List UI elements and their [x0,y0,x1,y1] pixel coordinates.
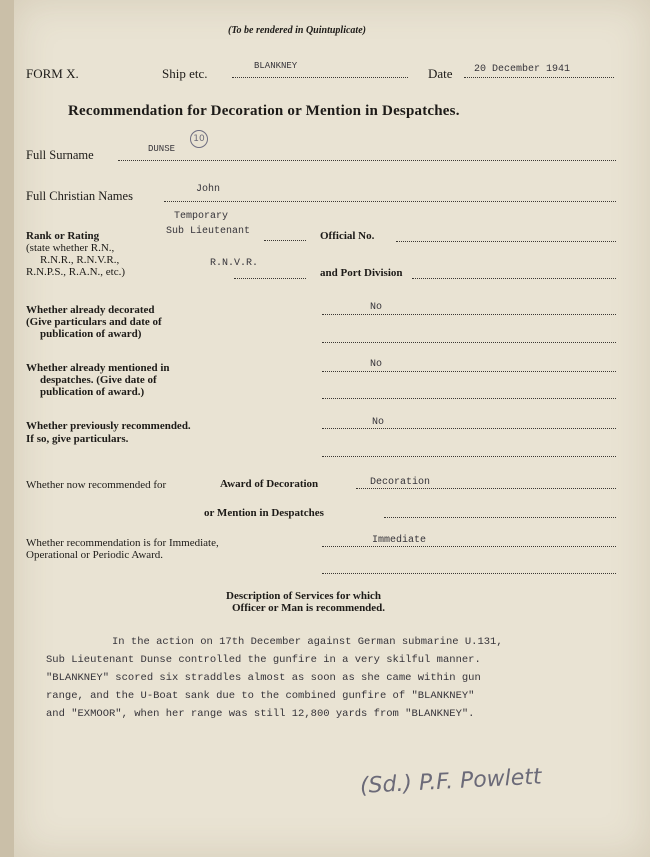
christian-names-dotted-line [164,201,616,202]
surname-dotted-line [118,160,616,161]
annotation-number: 10 [190,130,208,148]
mention-despatches-label: or Mention in Despatches [204,507,324,519]
quintuplicate-note: (To be rendered in Quintuplicate) [228,25,366,36]
description-heading-1: Description of Services for which [226,590,381,602]
immediate-label-2: Operational or Periodic Award. [26,549,164,561]
form-page [14,0,650,857]
immediate-label-1: Whether recommendation is for Immediate, [26,537,219,549]
rank-dotted-line-2 [234,278,306,279]
mentioned-label-1: Whether already mentioned in [26,362,170,374]
description-line-3: "BLANKNEY" scored six straddles almost as soon as she came within gun [46,672,481,684]
award-value: Decoration [370,477,431,488]
port-division-label: and Port Division [320,267,403,279]
rank-dotted-line [264,240,306,241]
rank-label: Rank or Rating [26,230,100,242]
decorated-dotted-line-1 [322,314,616,315]
decorated-label-1: Whether already decorated [26,304,155,316]
mention-dotted-line [384,517,616,518]
date-dotted-line [464,77,614,78]
immediate-dotted-line-1 [322,546,616,547]
paper-edge-shadow [0,0,14,857]
decorated-dotted-line-2 [322,342,616,343]
form-label: FORM X. [26,66,79,81]
official-no-label: Official No. [320,230,375,242]
immediate-value: Immediate [372,535,427,546]
rank-value-3: R.N.V.R. [210,258,259,269]
christian-names-value: John [196,184,221,195]
previously-recommended-dotted-line-2 [322,456,616,457]
decorated-label-3: publication of award) [40,328,142,340]
christian-names-label: Full Christian Names [26,189,133,203]
mentioned-label-3: publication of award.) [40,386,145,398]
mentioned-value: No [370,359,383,370]
rank-hint-2: R.N.R., R.N.V.R., [40,254,120,266]
description-heading-2: Officer or Man is recommended. [232,602,386,614]
mentioned-label-2: despatches. (Give date of [40,374,157,386]
immediate-dotted-line-2 [322,573,616,574]
official-no-dotted-line [396,241,616,242]
award-decoration-label: Award of Decoration [220,478,319,490]
now-recommended-label: Whether now recommended for [26,479,167,491]
date-label: Date [428,66,453,81]
rank-value-2: Sub Lieutenant [166,226,251,237]
previously-recommended-dotted-line-1 [322,428,616,429]
surname-label: Full Surname [26,148,94,162]
decorated-label-2: (Give particulars and date of [26,316,162,328]
previously-recommended-label-2: If so, give particulars. [26,433,129,445]
handwritten-signature: (Sd.) P.F. Powlett [359,764,543,799]
description-line-1: In the action on 17th December against German submarine U.131, [112,636,503,648]
description-line-5: and "EXMOOR", when her range was still 12,800 yards from "BLANKNEY". [46,708,475,720]
award-dotted-line [356,488,616,489]
description-line-4: range, and the U-Boat sank due to the combined gunfire of "BLANKNEY" [46,690,475,702]
rank-hint-1: (state whether R.N., [26,242,115,254]
decorated-value: No [370,302,383,313]
previously-recommended-value: No [372,417,385,428]
mentioned-dotted-line-1 [322,371,616,372]
rank-hint-3: R.N.P.S., R.A.N., etc.) [26,266,126,278]
mentioned-dotted-line-2 [322,398,616,399]
port-division-dotted-line [412,278,616,279]
description-line-2: Sub Lieutenant Dunse controlled the gunfire in a very skilful manner. [46,654,481,666]
form-title: Recommendation for Decoration or Mention in Despatches. [68,103,460,119]
date-value: 20 December 1941 [474,64,571,75]
previously-recommended-label-1: Whether previously recommended. [26,420,191,432]
ship-dotted-line [232,77,408,78]
surname-value: DUNSE [148,144,176,154]
ship-value: BLANKNEY [254,61,298,71]
rank-value-1: Temporary [174,211,229,222]
ship-label: Ship etc. [162,66,208,81]
